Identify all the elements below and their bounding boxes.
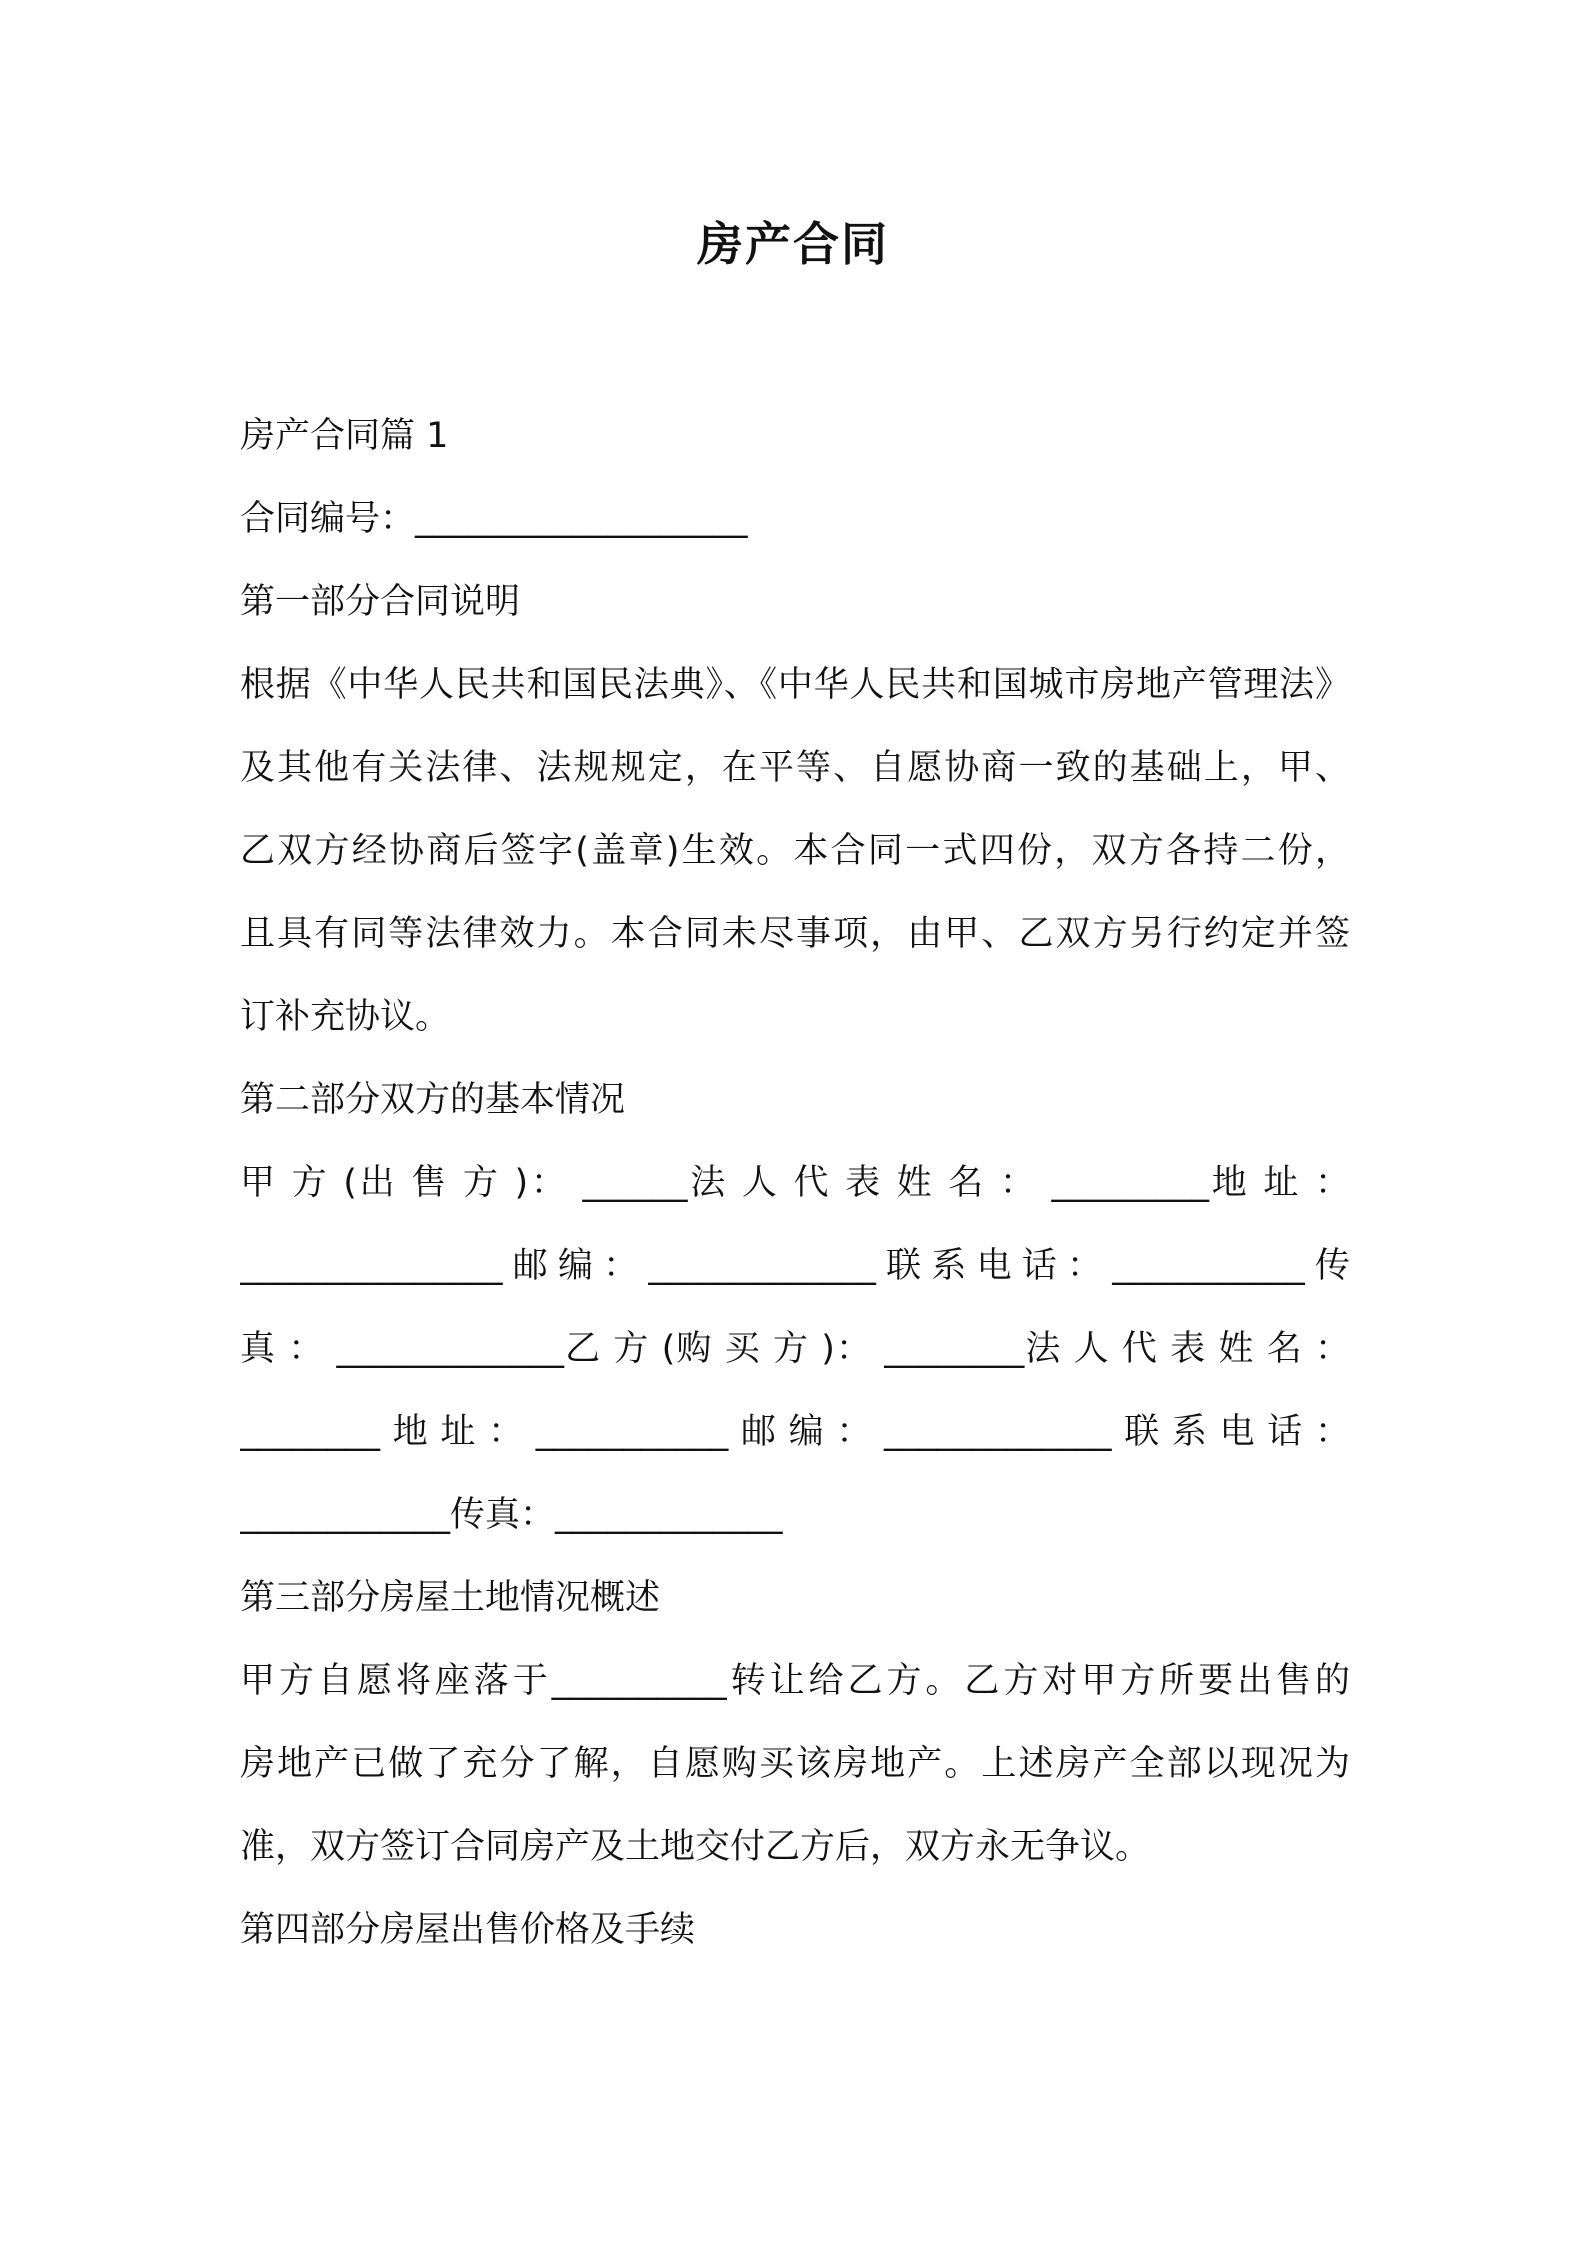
party-line: 真 ： _____________乙 方 (购 买 方 )： ________法 人 代 表 姓 名 ： [240, 1329, 1350, 1369]
section-title: 房产合同篇 1 [240, 416, 449, 456]
paragraph-line: 订补充协议。 [240, 997, 451, 1037]
document-body [240, 400, 1350, 1977]
part-heading: 第四部分房屋出售价格及手续 [240, 1910, 696, 1950]
contract-number: 合同编号：___________________ [240, 499, 748, 539]
party-line: 甲 方 (出 售 方 )： ______法 人 代 表 姓 名 ： _________地 址 ： [240, 1163, 1350, 1203]
paragraph-line: 乙双方经协商后签字(盖章)生效。本合同一式四份，双方各持二份， [240, 831, 1350, 871]
paragraph-line: 及其他有关法律、法规规定，在平等、自愿协商一致的基础上，甲、 [240, 748, 1350, 788]
party-line: ________地址：___________邮编：_____________联系电话： [240, 1412, 1350, 1452]
paragraph-line: 根据《中华人民共和国民法典》、《中华人民共和国城市房地产管理法》 [240, 665, 1350, 705]
party-line: ____________传真：_____________ [240, 1495, 783, 1535]
document-title: 房产合同 [697, 217, 889, 271]
paragraph-line: 准，双方签订合同房产及土地交付乙方后，双方永无争议。 [240, 1827, 1151, 1867]
paragraph-line: 且具有同等法律效力。本合同未尽事项，由甲、乙双方另行约定并签 [240, 914, 1350, 954]
paragraph-line: 房地产已做了充分了解，自愿购买该房地产。上述房产全部以现况为 [240, 1744, 1350, 1784]
part-heading: 第一部分合同说明 [240, 582, 521, 622]
party-line: _______________邮编：_____________联系电话：___________传 [240, 1246, 1350, 1286]
part-heading: 第二部分双方的基本情况 [240, 1080, 626, 1120]
part-heading: 第三部分房屋土地情况概述 [240, 1578, 661, 1618]
paragraph-line: 甲方自愿将座落于__________转让给乙方。乙方对甲方所要出售的 [240, 1661, 1350, 1701]
